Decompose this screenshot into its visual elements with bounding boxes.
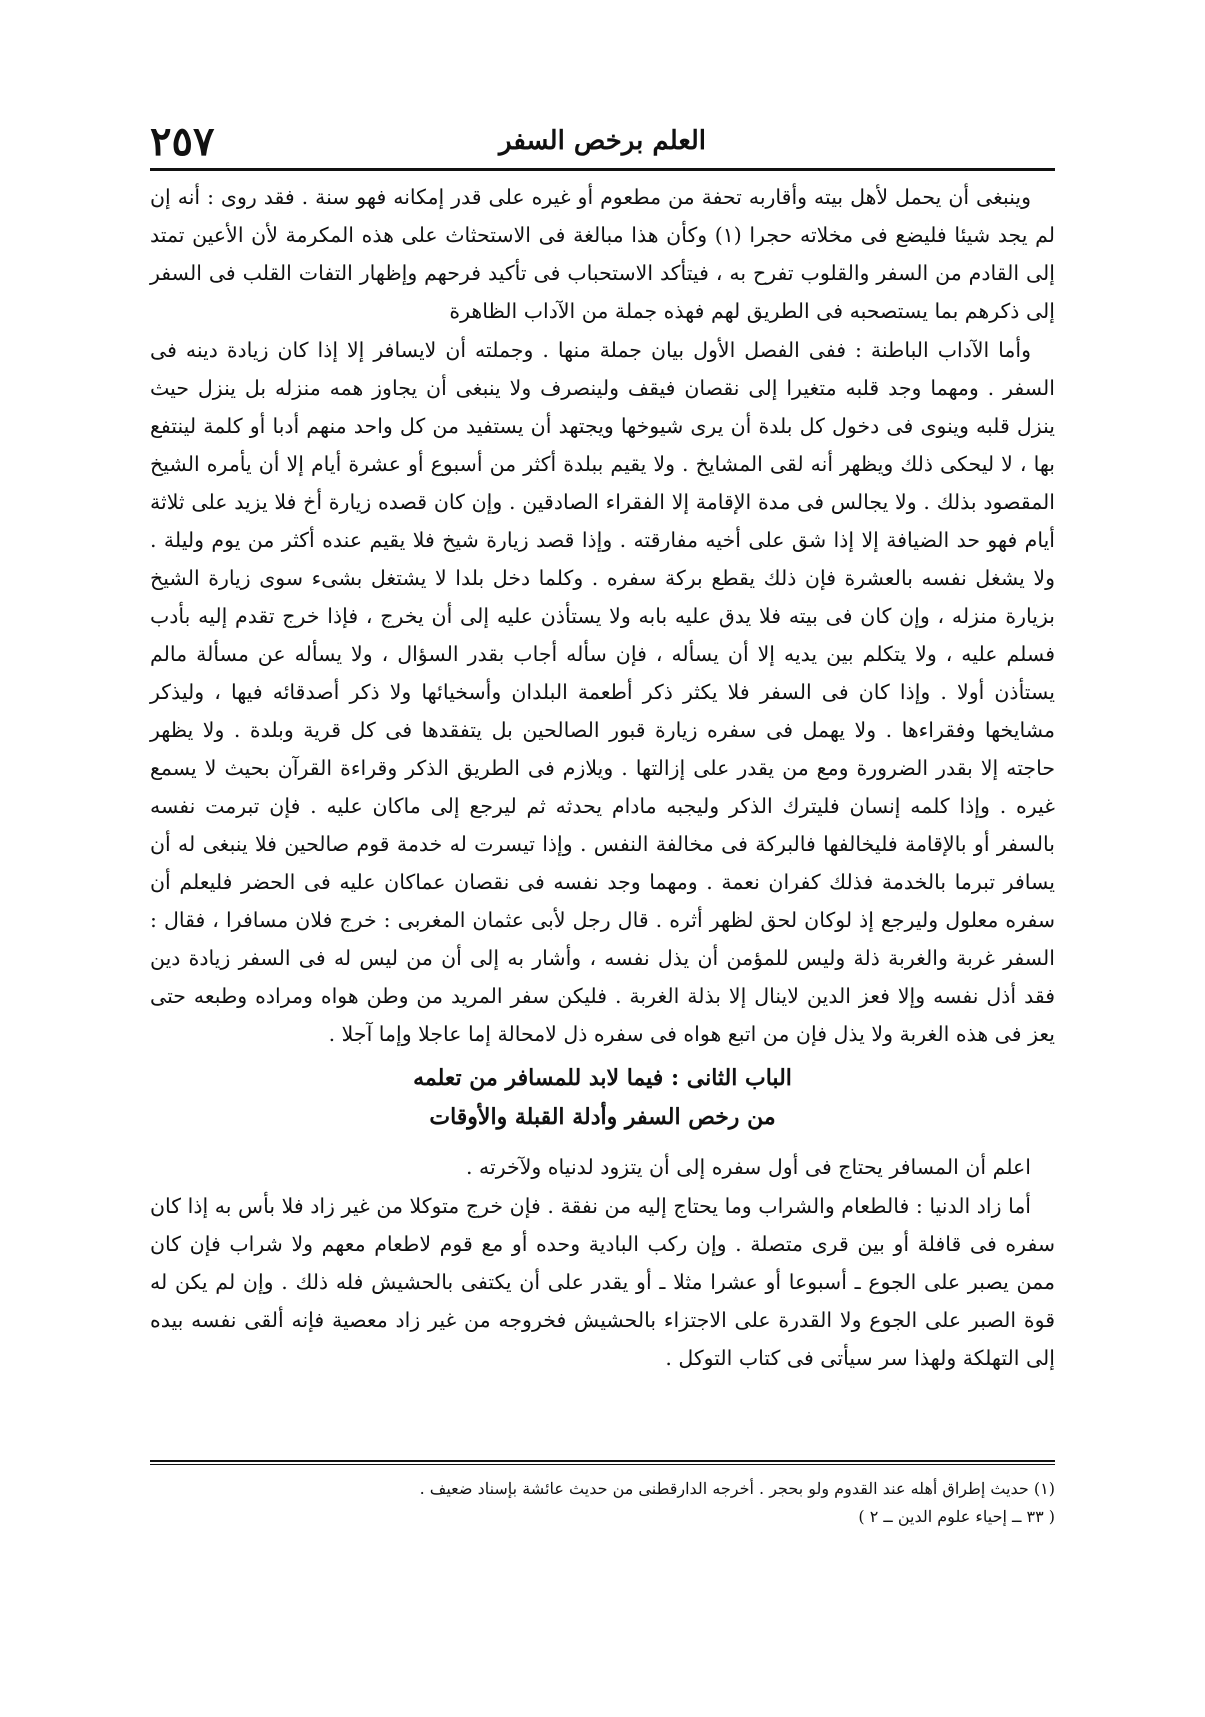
main-text: [150, 178, 1055, 1378]
paragraph-provisions: أما زاد الدنيا : فالطعام والشراب وما يحتاج إليه من نفقة . فإن خرج متوكلا من غير زاد فلا بأس به إذا كان سفره فى قافلة أو بين قرى متصلة . وإن ركب البادية وحده أو مع قوم لاطعام معهم ولا شراب فإن كان ممن يصبر على الجوع ـ أسبوعا أو عشرا مثلا ـ أو يقدر على أن يكتفى بالحشيش فله ذلك . وإن لم يكن له قوة الصبر على الجوع ولا القدرة على الاجتزاء بالحشيش فخروجه من غير زاد معصية فإنه ألقى نفسه بيده إلى التهلكة ولهذا سر سيأتى فى كتاب التوكل .: [150, 1194, 1055, 1370]
footnote-divider: [150, 1460, 1055, 1462]
chapter-heading: الباب الثانى : فيما لابد للمسافر من تعلمه: [413, 1065, 792, 1091]
page-header: [150, 118, 1055, 170]
footnote-1: (١) حديث إطراق أهله عند القدوم ولو بحجر . أخرجه الدارقطنى من حديث عائشة بإسناد ضعيف .: [419, 1479, 1055, 1498]
header-rule: [150, 168, 1055, 171]
running-title: العلم برخص السفر: [498, 126, 707, 156]
footnote-divider-thin: [150, 1464, 1055, 1465]
paragraph-intro: اعلم أن المسافر يحتاج فى أول سفره إلى أن يتزود لدنياه ولآخرته .: [465, 1155, 1031, 1179]
paragraph-gifts: وينبغى أن يحمل لأهل بيته وأقاربه تحفة من مطعوم أو غيره على قدر إمكانه فهو سنة . فقد روى : أنه إن لم يجد شيئا فليضع فى مخلاته حجرا (١) وكأن هذا مبالغة فى الاستحثاث على هذه المكرمة لأن الأعين تمتد إلى القادم من السفر والقلوب تفرح به ، فيتأكد الاستحباب فى تأكيد فرحهم وإظهار التفات القلب فى السفر إلى ذكرهم بما يستصحبه فى الطريق لهم فهذه جملة من الآداب الظاهرة: [150, 185, 1055, 323]
paragraph-inner-manners: وأما الآداب الباطنة : ففى الفصل الأول بيان جملة منها . وجملته أن لايسافر إلا إذا كان زيادة دينه فى السفر . ومهما وجد قلبه متغيرا إلى نقصان فيقف ولينصرف ولا ينبغى أن يجاوز همه منزله بل ينزل حيث ينزل قلبه وينوى فى دخول كل بلدة أن يرى شيوخها ويجتهد أن يستفيد من كل واحد منهم أدبا أو كلمة لينتفع بها ، لا ليحكى ذلك ويظهر أنه لقى المشايخ . ولا يقيم ببلدة أكثر من أسبوع أو عشرة أيام إلا أن يأمره الشيخ المقصود بذلك . ولا يجالس فى مدة الإقامة إلا الفقراء الصادقين . وإن كان قصده زيارة أخ فلا يزيد على ثلاثة أيام فهو حد الضيافة إلا إذا شق على أخيه مفارقته . وإذا قصد زيارة شيخ فلا يقيم عنده أكثر من يوم وليلة . ولا يشغل نفسه بالعشرة فإن ذلك يقطع بركة سفره . وكلما دخل بلدا لا يشتغل بشىء سوى زيارة الشيخ بزيارة منزله ، وإن كان فى بيته فلا يدق عليه بابه ولا يستأذن عليه إلى أن يخرج ، فإذا خرج تقدم إليه بأدب فسلم عليه ، ولا يتكلم بين يديه إلا أن يسأله ، فإن سأله أجاب بقدر السؤال ، ولا يسأله عن مسألة مالم يستأذن أولا . وإذا كان فى السفر فلا يكثر ذكر أطعمة البلدان وأسخيائها ولا ذكر أصدقائه فيها ، وليذكر مشايخها وفقراءها . ولا يهمل فى سفره زيارة قبور الصالحين بل يتفقدها فى كل قرية وبلدة . ولا يظهر حاجته إلا بقدر الضرورة ومع من يقدر على إزالتها . ويلازم فى الطريق الذكر وقراءة القرآن بحيث لا يسمع غيره . وإذا كلمه إنسان فليترك الذكر وليجبه مادام يحدثه ثم ليرجع إلى ماكان عليه . فإن تبرمت نفسه بالسفر أو بالإقامة فليخالفها فالبركة فى مخالفة النفس . وإذا تيسرت له خدمة قوم صالحين فلا ينبغى له أن يسافر تبرما بالخدمة فذلك كفران نعمة . ومهما وجد نفسه فى نقصان عماكان عليه فى الحضر فليعلم أن سفره معلول وليرجع إذ لوكان لحق لظهر أثره . قال رجل لأبى عثمان المغربى : خرج فلان مسافرا ، فقال : السفر غربة والغربة ذلة وليس للمؤمن أن يذل نفسه ، وأشار به إلى أن من ليس له فى السفر زيادة دين فقد أذل نفسه وإلا فعز الدين لاينال إلا بذلة الغربة . فليكن سفر المريد من وطن هواه ومراده وطبعه حتى يعز فى هذه الغربة ولا يذل فإن من اتبع هواه فى سفره ذل لامحالة إما عاجلا وإما آجلا .: [150, 338, 1055, 1046]
chapter-subheading: من رخص السفر وأدلة القبلة والأوقات: [429, 1104, 776, 1130]
page-number: ٢٥٧: [150, 118, 215, 165]
signature-mark: ( ٣٣ ــ إحياء علوم الدين ــ ٢ ): [858, 1507, 1055, 1526]
